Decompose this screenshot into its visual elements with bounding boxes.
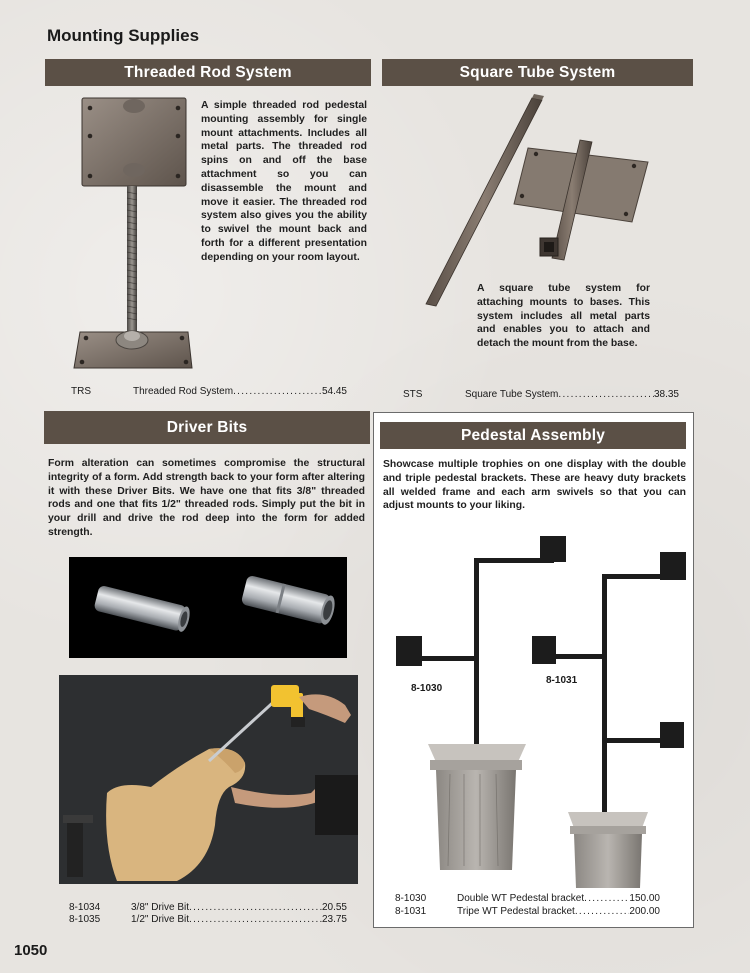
product-code: 8-1035 (69, 914, 101, 925)
square-tube-heading: Square Tube System (382, 59, 693, 86)
product-price: 200.00 (629, 906, 660, 917)
product-name: Double WT Pedestal bracket (457, 893, 585, 904)
label-8-1030: 8-1030 (411, 683, 443, 694)
threaded-rod-photo (70, 92, 198, 374)
page-number: 1050 (14, 942, 48, 959)
product-code: 8-1034 (69, 902, 101, 913)
square-tube-photo (420, 92, 655, 310)
product-name: Tripe WT Pedestal bracket (457, 906, 575, 917)
product-code: STS (403, 389, 423, 400)
driver-bits-photo (69, 557, 347, 658)
product-code: 8-1031 (395, 906, 427, 917)
product-price: 150.00 (629, 893, 660, 904)
leader-dots (575, 906, 630, 917)
product-price: 38.35 (653, 389, 679, 400)
leader-dots (233, 386, 322, 397)
leader-dots (189, 914, 322, 925)
price-row-8-1030 (395, 893, 660, 904)
pedestal-description: Showcase multiple trophies on one display with the double and triple pedestal brackets. These are heavy duty brackets all welded frame and each arm swivels so that you can adjust mounts to your liking. (383, 459, 686, 512)
product-code: TRS (71, 386, 91, 397)
product-price: 23.75 (321, 914, 347, 925)
product-name: 1/2" Drive Bit (131, 914, 190, 925)
threaded-rod-heading: Threaded Rod System (45, 59, 371, 86)
square-tube-description: A square tube system for attaching mounts to bases. This system includes all metal parts and enables you to attach and detach the mount from the base. (477, 283, 650, 350)
driver-bits-description: Form alteration can sometimes compromise the structural integrity of a form. Add strength back to your form after altering it with these Driver Bits. We have one that fits 3/8" threaded rods and one that fits 1/2" threaded rods. Simply put the bit in your drill and drive the rod deep into the form for added strength. (48, 458, 365, 538)
price-row-8-1031 (395, 906, 660, 917)
label-8-1031: 8-1031 (546, 675, 578, 686)
product-name: Square Tube System (465, 389, 559, 400)
pedestal-heading: Pedestal Assembly (380, 422, 686, 449)
pedestal-brackets-photo (380, 530, 690, 888)
leader-dots (558, 389, 654, 400)
driver-bits-heading: Driver Bits (44, 411, 370, 444)
price-row-sts (403, 389, 679, 400)
page-title: Mounting Supplies (47, 26, 200, 45)
price-row-8-1035 (69, 914, 347, 925)
price-row-trs (71, 386, 347, 397)
product-price: 20.55 (321, 902, 347, 913)
price-row-8-1034 (69, 902, 347, 913)
product-price: 54.45 (321, 386, 347, 397)
leader-dots (189, 902, 322, 913)
leader-dots (584, 893, 629, 904)
product-name: Threaded Rod System (133, 386, 234, 397)
product-name: 3/8" Drive Bit (131, 902, 190, 913)
drill-demo-photo (59, 675, 358, 884)
threaded-rod-description: A simple threaded rod pedestal mounting assembly for single mount attachments. Includes all metal parts. The threaded rod spins on and off the base attachment so you can disassemble the mount and move it easier. The threaded rod system also gives you the ability to swivel the mount back and forth for a different presentation depending on your room layout. (201, 100, 367, 263)
product-code: 8-1030 (395, 893, 427, 904)
